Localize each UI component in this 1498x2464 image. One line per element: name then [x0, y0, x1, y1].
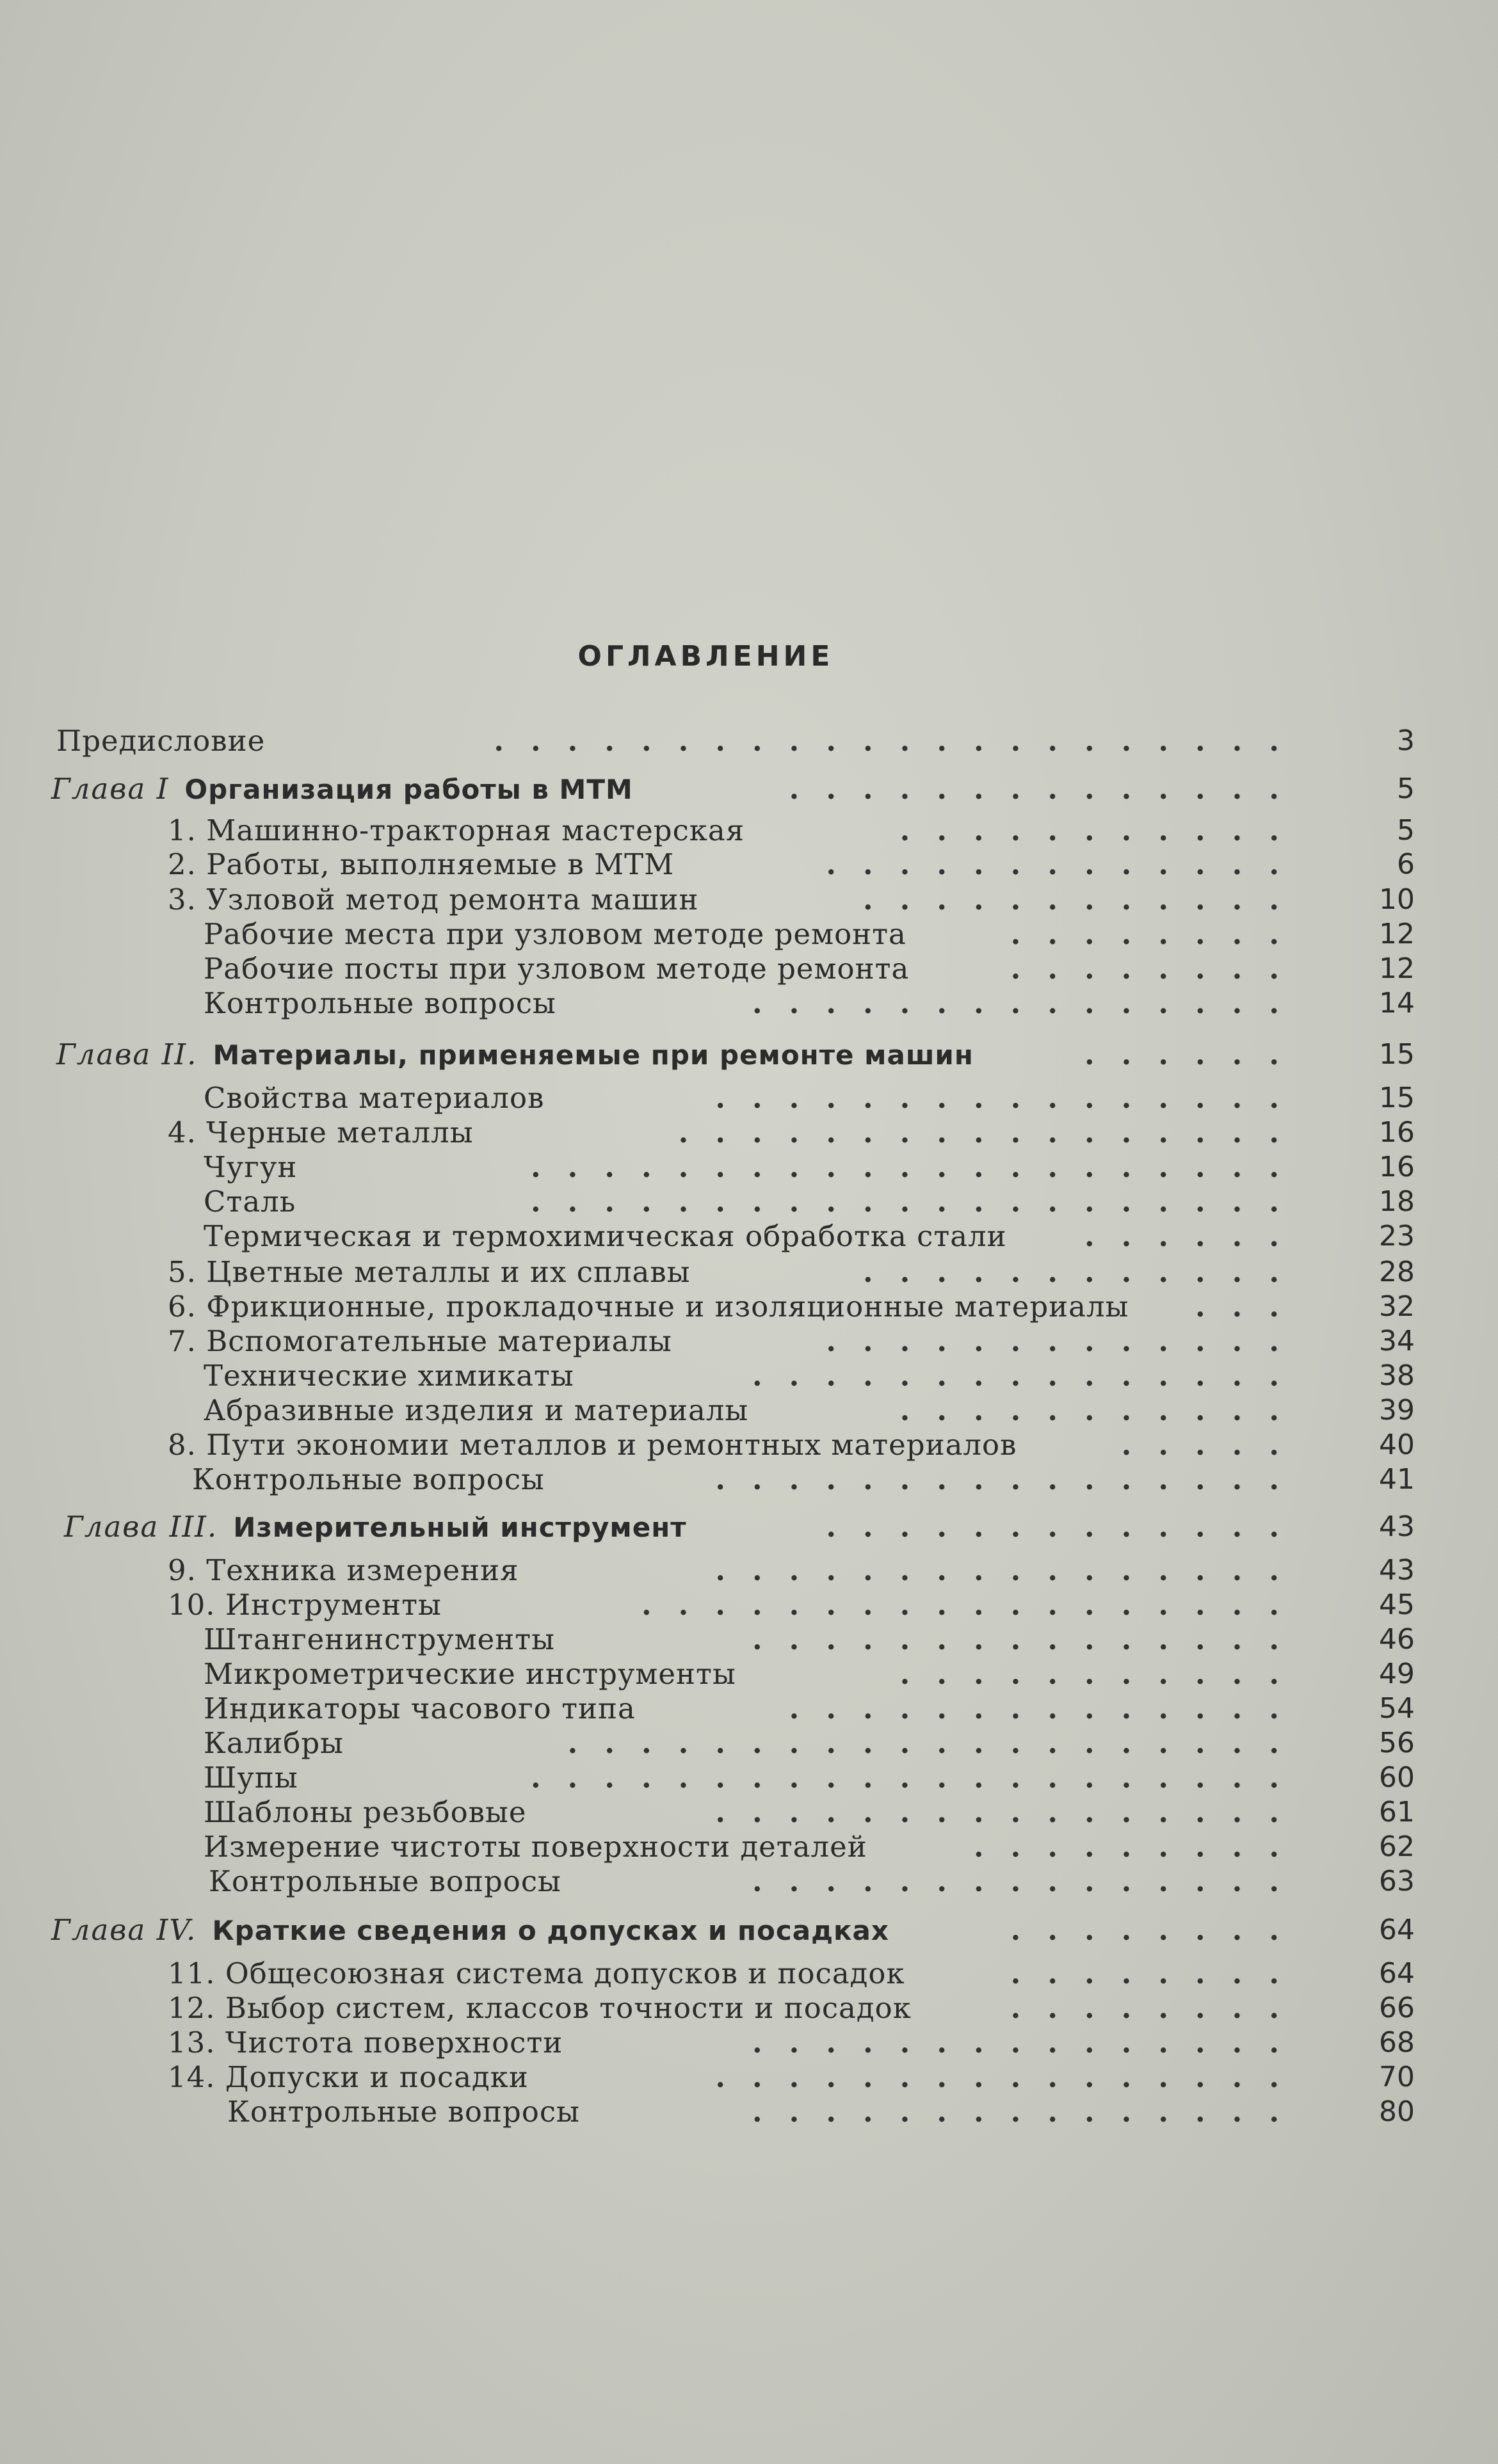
dot-leader: ................ [715, 1462, 1306, 1496]
toc-entry-row [0, 1358, 1498, 1394]
dot-leader: ................ [715, 1081, 1306, 1115]
chapter-number: Глава IV. [51, 1913, 197, 1947]
toc-entry-label [168, 847, 674, 883]
toc-entry-row [0, 1587, 1498, 1623]
dot-leader: ............... [752, 1864, 1306, 1898]
toc-page-number: 80 [1379, 2095, 1415, 2128]
dot-leader: .............. [789, 772, 1306, 806]
dot-leader: ............... [752, 1359, 1306, 1393]
toc-entry-row [0, 2025, 1498, 2061]
dot-leader: ............ [863, 1255, 1306, 1289]
toc-entry-label [204, 1393, 748, 1428]
toc-entry-text: Контрольные вопросы [227, 2095, 580, 2129]
toc-chapter-row [0, 1037, 1498, 1073]
toc-entry-label [204, 1622, 555, 1658]
toc-entry-label [168, 1587, 442, 1623]
dot-leader: ............... [752, 1622, 1306, 1656]
toc-entry-label [204, 1760, 298, 1796]
toc-page-number: 64 [1379, 1957, 1415, 1990]
toc-entry-label [56, 723, 265, 759]
toc-entry-text: Термическая и термохимическая обработка стали [204, 1219, 1007, 1253]
toc-page-number: 64 [1379, 1914, 1415, 1946]
chapter-number: Глава II. [56, 1037, 198, 1071]
toc-entry-row [0, 1656, 1498, 1692]
toc-page-number: 40 [1379, 1428, 1415, 1461]
toc-entry-text: Микрометрические инструменты [204, 1657, 736, 1691]
toc-entry-label [204, 986, 556, 1021]
toc-entry-text: Контрольные вопросы [204, 986, 556, 1020]
toc-entry-text: 9. Техника измерения [168, 1553, 519, 1587]
toc-entry-text: 8. Пути экономии металлов и ремонтных материалов [168, 1428, 1017, 1462]
toc-entry-row [0, 2094, 1498, 2130]
toc-entry-text: Контрольные вопросы [209, 1864, 561, 1898]
toc-entry-text: 13. Чистота поверхности [168, 2026, 563, 2060]
toc-page-number: 32 [1379, 1290, 1415, 1323]
page-title: ОГЛАВЛЕНИЕ [577, 640, 834, 673]
toc-page-number: 18 [1379, 1185, 1415, 1218]
toc-entry-label [204, 1149, 297, 1185]
toc-entry-label [168, 1324, 672, 1359]
toc-page-number: 16 [1379, 1151, 1415, 1183]
toc-entry-label [168, 1553, 519, 1588]
toc-entry-text: Свойства материалов [204, 1081, 545, 1115]
toc-page-number: 46 [1379, 1623, 1415, 1656]
toc-page-number: 63 [1379, 1865, 1415, 1898]
toc-entry-label [168, 1990, 912, 2026]
toc-entry-text: 11. Общесоюзная система допусков и посадок [168, 1956, 905, 1990]
toc-page-number: 39 [1379, 1394, 1415, 1427]
toc-chapter-row [0, 771, 1498, 807]
toc-entry-row [0, 1829, 1498, 1865]
toc-entry-row [0, 1149, 1498, 1185]
dot-leader: ............. [826, 1324, 1306, 1358]
dot-leader: ..... [1121, 1428, 1306, 1462]
toc-page-number: 10 [1379, 883, 1415, 916]
toc-page-number: 5 [1397, 814, 1415, 847]
toc-chapter-row [0, 1509, 1498, 1545]
toc-page-number: 61 [1379, 1796, 1415, 1828]
dot-leader: ...... [1084, 1037, 1306, 1071]
toc-entry-row [0, 847, 1498, 883]
toc-page-number: 14 [1379, 987, 1415, 1020]
toc-page-number: 15 [1379, 1038, 1415, 1071]
toc-page-number: 43 [1379, 1510, 1415, 1543]
toc-entry-label [204, 1795, 527, 1830]
dot-leader: ............. [826, 847, 1306, 881]
dot-leader: ................ [715, 2060, 1306, 2094]
toc-entry-label [51, 1912, 889, 1949]
toc-entry-text: Рабочие посты при узловом методе ремонта [204, 952, 910, 986]
dot-leader: ..................... [531, 1185, 1306, 1219]
toc-entry-row [0, 1080, 1498, 1116]
toc-entry-row [0, 2060, 1498, 2095]
toc-entry-text: Шупы [204, 1761, 298, 1795]
toc-entry-row [0, 1254, 1498, 1290]
toc-entry-text: Штангенинструменты [204, 1622, 555, 1656]
dot-leader: ......... [974, 1830, 1306, 1864]
toc-page-number: 43 [1379, 1554, 1415, 1587]
toc-entry-text: 4. Черные металлы [168, 1116, 474, 1149]
toc-page-number: 60 [1379, 1761, 1415, 1794]
toc-entry-label [168, 1115, 474, 1151]
toc-entry-text: Контрольные вопросы [192, 1462, 545, 1496]
dot-leader: ................ [715, 1795, 1306, 1829]
toc-entry-text: Краткие сведения о допусках и посадках [212, 1915, 889, 1946]
dot-leader: ........ [1010, 1913, 1306, 1947]
toc-page-number: 12 [1379, 952, 1415, 985]
toc-page-number: 56 [1379, 1727, 1415, 1759]
toc-page-number: 45 [1379, 1588, 1415, 1621]
toc-entry-text: Индикаторы часового типа [204, 1692, 636, 1725]
toc-entry-text: Абразивные изделия и материалы [204, 1393, 749, 1427]
toc-entry-label [56, 1037, 974, 1073]
toc-page-number: 28 [1379, 1256, 1415, 1288]
toc-entry-row [0, 813, 1498, 849]
dot-leader: ............ [863, 883, 1306, 916]
toc-page-number: 6 [1397, 848, 1415, 881]
toc-entry-row [0, 1956, 1498, 1992]
dot-leader: .................... [567, 1726, 1306, 1760]
toc-entry-text: 10. Инструменты [168, 1588, 442, 1622]
toc-entry-text: Чугун [204, 1150, 298, 1184]
toc-entry-row [0, 1289, 1498, 1325]
toc-entry-text: Измерение чистоты поверхности деталей [204, 1830, 867, 1864]
toc-page-number: 54 [1379, 1692, 1415, 1725]
toc-entry-label [204, 1184, 296, 1220]
toc-entry-row [0, 1184, 1498, 1220]
chapter-number: Глава III. [64, 1510, 218, 1544]
toc-entry-label [168, 1956, 905, 1992]
toc-page-number: 12 [1379, 918, 1415, 950]
toc-entry-text: Технические химикаты [204, 1359, 574, 1393]
toc-entry-text: 7. Вспомогательные материалы [168, 1324, 672, 1358]
toc-page-number: 38 [1379, 1359, 1415, 1392]
toc-page-number: 66 [1379, 1992, 1415, 2024]
toc-page-number: 16 [1379, 1116, 1415, 1149]
toc-page-number: 68 [1379, 2026, 1415, 2059]
toc-entry-label [204, 951, 909, 987]
toc-entry-text: Рабочие места при узловом методе ремонта [204, 917, 906, 951]
toc-entry-row [0, 1427, 1498, 1463]
toc-entry-text: 5. Цветные металлы и их сплавы [168, 1255, 691, 1289]
dot-leader: ................. [678, 1116, 1306, 1149]
toc-entry-text: 14. Допуски и посадки [168, 2060, 529, 2094]
dot-leader: ............. [826, 1510, 1306, 1544]
toc-entry-text: 2. Работы, выполняемые в МТМ [168, 847, 675, 881]
toc-entry-label [227, 2094, 580, 2130]
dot-leader: ........ [1010, 1956, 1306, 1990]
toc-entry-label [168, 1254, 690, 1290]
toc-page-number: 3 [1397, 724, 1415, 757]
toc-page-number: 5 [1397, 772, 1415, 805]
toc-entry-row [0, 1462, 1498, 1498]
dot-leader: ..................... [531, 1150, 1306, 1184]
toc-entry-label [204, 1656, 736, 1692]
dot-leader: ........ [1010, 1991, 1306, 2025]
dot-leader: ..................... [531, 1761, 1306, 1795]
toc-entry-text: 1. Машинно-тракторная мастерская [168, 813, 745, 847]
toc-entry-label [204, 1358, 574, 1394]
toc-entry-label [204, 1725, 344, 1761]
dot-leader: ........ [1010, 917, 1306, 951]
toc-entry-row [0, 1324, 1498, 1359]
toc-entry-label [204, 1691, 636, 1727]
toc-page-number: 62 [1379, 1830, 1415, 1863]
toc-entry-text: 6. Фрикционные, прокладочные и изоляционные материалы [168, 1290, 1129, 1324]
dot-leader: ........... [899, 1393, 1306, 1427]
toc-entry-label [168, 1289, 1129, 1325]
toc-page-number: 41 [1379, 1463, 1415, 1496]
dot-leader: .................. [641, 1588, 1306, 1622]
toc-entry-row [0, 1691, 1498, 1727]
toc-page-number: 23 [1379, 1220, 1415, 1252]
toc-entry-row [0, 1553, 1498, 1588]
toc-entry-row [0, 1115, 1498, 1151]
toc-entry-label [204, 1829, 867, 1865]
toc-entry-row [0, 1990, 1498, 2026]
toc-page-number: 49 [1379, 1658, 1415, 1690]
toc-entry-text: Сталь [204, 1185, 296, 1219]
toc-entry-label [168, 813, 745, 849]
dot-leader: ........... [899, 1657, 1306, 1691]
toc-entry-row [0, 986, 1498, 1021]
dot-leader: .............. [789, 1692, 1306, 1725]
toc-entry-label [64, 1509, 687, 1546]
toc-entry-text: Материалы, применяемые при ремонте машин [213, 1039, 974, 1071]
toc-entry-label [168, 2060, 529, 2095]
toc-entry-label [51, 771, 633, 808]
dot-leader: ............... [752, 986, 1306, 1020]
toc-entry-label [168, 2025, 563, 2061]
toc-entry-row [0, 1864, 1498, 1900]
dot-leader: ............... [752, 2026, 1306, 2060]
toc-entry-text: Калибры [204, 1726, 344, 1760]
toc-entry-row [0, 882, 1498, 918]
dot-leader: ........... [899, 813, 1306, 847]
dot-leader: ...................... [494, 724, 1306, 758]
chapter-number: Глава I [51, 772, 170, 806]
toc-page-number: 15 [1379, 1082, 1415, 1114]
toc-entry-label [204, 1219, 1007, 1254]
dot-leader: ... [1195, 1290, 1306, 1324]
toc-entry-row [0, 1622, 1498, 1658]
toc-entry-row [0, 1795, 1498, 1830]
toc-chapter-row [0, 1912, 1498, 1948]
toc-entry-text: 3. Узловой метод ремонта машин [168, 883, 699, 916]
toc-entry-row [0, 916, 1498, 952]
toc-entry-row [0, 1725, 1498, 1761]
toc-entry-row [0, 951, 1498, 987]
toc-entry-text: Организация работы в МТМ [184, 774, 633, 805]
toc-entry-label [209, 1864, 561, 1900]
dot-leader: ............... [752, 2095, 1306, 2129]
toc-entry-row [0, 1219, 1498, 1254]
dot-leader: ...... [1084, 1219, 1306, 1253]
toc-page-number: 70 [1379, 2061, 1415, 2093]
toc-entry-text: 12. Выбор систем, классов точности и посадок [168, 1991, 912, 2025]
toc-entry-row [0, 723, 1498, 759]
toc-entry-text: Измерительный инструмент [233, 1512, 687, 1543]
dot-leader: ................ [715, 1553, 1306, 1587]
toc-page-number: 34 [1379, 1325, 1415, 1357]
toc-entry-text: Шаблоны резьбовые [204, 1795, 527, 1829]
dot-leader: ........ [1010, 952, 1306, 986]
toc-entry-row [0, 1760, 1498, 1796]
toc-entry-label [192, 1462, 545, 1498]
toc-entry-label [204, 916, 906, 952]
toc-entry-label [168, 882, 699, 918]
toc-entry-label [204, 1080, 544, 1116]
toc-entry-text: Предисловие [56, 724, 266, 758]
toc-entry-row [0, 1393, 1498, 1428]
toc-entry-label [168, 1427, 1017, 1463]
